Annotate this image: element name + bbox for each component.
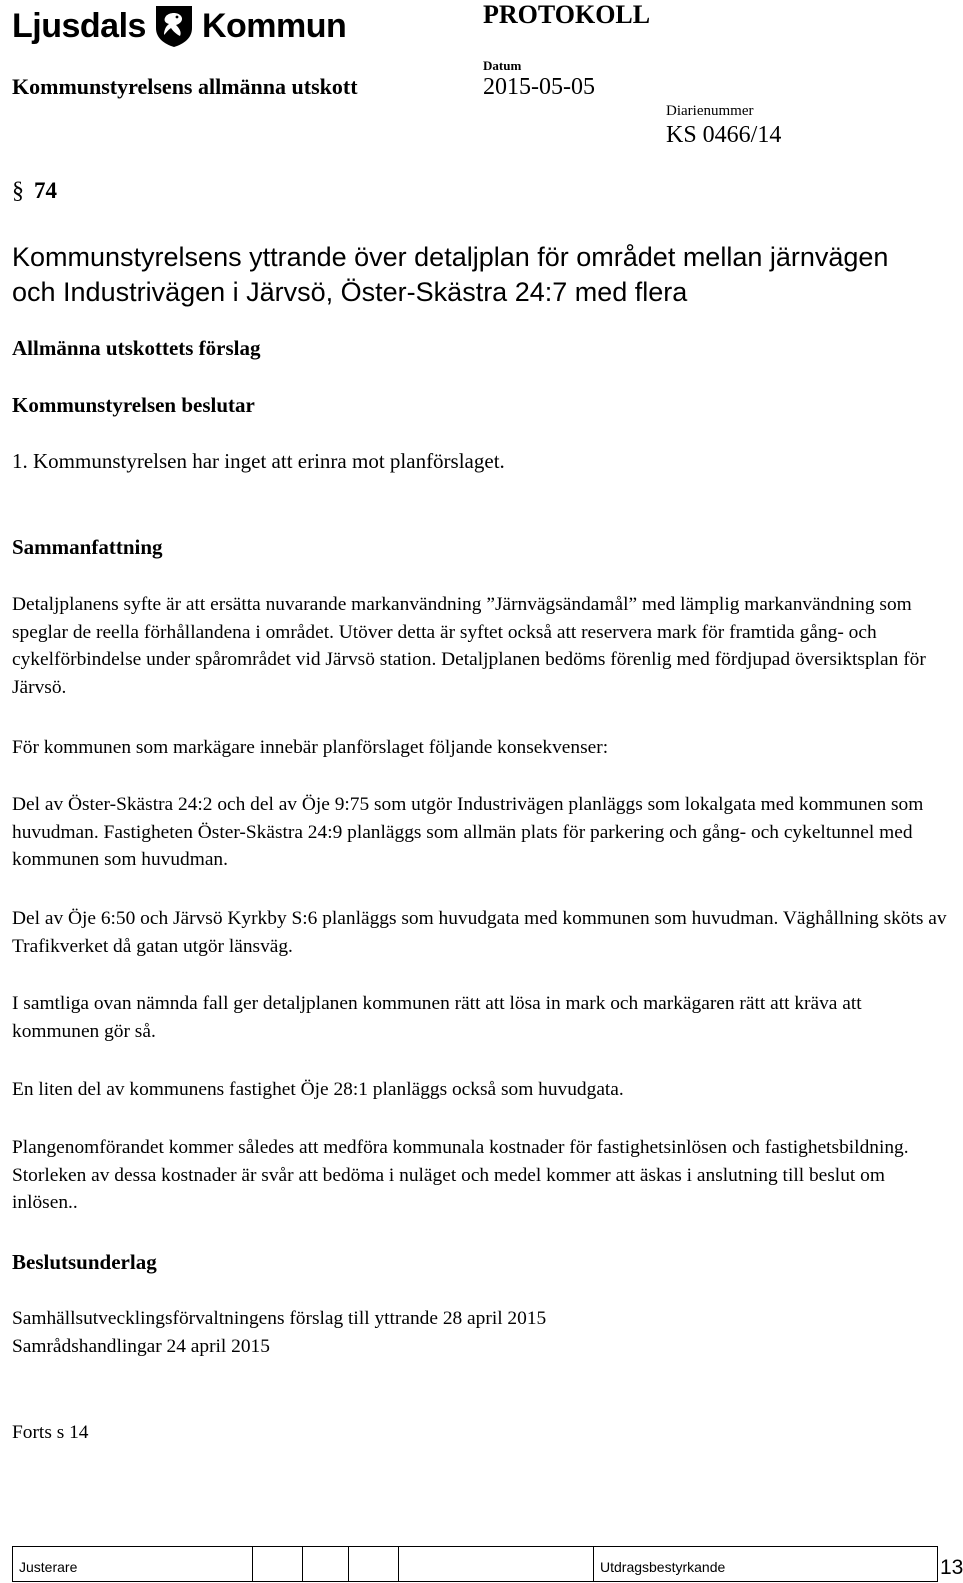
diary-number-value: KS 0466/14 <box>666 122 782 148</box>
section-sign: § <box>12 178 24 204</box>
summary-paragraph: En liten del av kommunens fastighet Öje 28:1 planläggs också som huvudgata. <box>12 1079 624 1100</box>
page-number: 13 <box>940 1556 963 1579</box>
decision-heading: Kommunstyrelsen beslutar <box>12 393 255 417</box>
logo-text-right: Kommun <box>201 6 347 45</box>
section-number <box>12 178 57 205</box>
summary-heading: Sammanfattning <box>12 535 163 559</box>
basis-item: Samrådshandlingar 24 april 2015 <box>12 1335 270 1357</box>
extract-certification-label: Utdragsbestyrkande <box>600 1559 726 1575</box>
date-label: Datum <box>483 58 522 73</box>
committee-name: Kommunstyrelsens allmänna utskott <box>12 74 358 99</box>
municipal-crest-icon <box>154 4 194 48</box>
signature-box <box>253 1547 303 1581</box>
summary-paragraph: För kommunen som markägare innebär planförslaget följande konsekvenser: <box>12 737 609 758</box>
basis-heading: Beslutsunderlag <box>12 1250 157 1274</box>
summary-paragraph: I samtliga ovan nämnda fall ger detaljplanen kommunen rätt att lösa in mark och markägaren rätt att kräva att kommunen gör så. <box>12 993 862 1042</box>
signature-box <box>349 1547 399 1581</box>
date-value: 2015-05-05 <box>483 74 595 100</box>
logo-text-left: Ljusdals <box>12 6 146 45</box>
section-number-value: 74 <box>34 178 57 203</box>
decision-item: 1. Kommunstyrelsen har inget att erinra mot planförslaget. <box>12 449 505 473</box>
justerare-label: Justerare <box>13 1547 253 1581</box>
summary-paragraph: Del av Öster-Skästra 24:2 och del av Öje 9:75 som utgör Industrivägen planläggs som lokalgata med kommunen som huvudman. Fastigheten Öster-Skästra 24:9 planläggs som allmän plats för parkering och gång- och cykeltunnel med kommunen som huvudman. <box>12 794 924 870</box>
summary-paragraph: Plangenomförandet kommer således att medföra kommunala kostnader för fastighetsinlösen och fastighetsbildning. Storleken av dessa kostnader är svår att bedöma i nuläget och medel kommer att äskas i anslutning till beslut om inlösen.. <box>12 1137 909 1213</box>
basis-list <box>12 1305 947 1360</box>
signature-box <box>303 1547 349 1581</box>
proposal-heading: Allmänna utskottets förslag <box>12 336 261 360</box>
diary-number-label: Diarienummer <box>666 103 754 119</box>
continued-note: Forts s 14 <box>12 1422 89 1443</box>
basis-item: Samhällsutvecklingsförvaltningens förslag till yttrande 28 april 2015 <box>12 1308 547 1329</box>
summary-paragraph: Del av Öje 6:50 och Järvsö Kyrkby S:6 planläggs som huvudgata med kommunen som huvudman. Väghållning sköts av Trafikverket då gatan utgör länsväg. <box>12 908 947 957</box>
page-title: Kommunstyrelsens yttrande över detaljplan för området mellan järnvägen och Industrivägen i Järvsö, Öster-Skästra 24:7 med flera <box>12 242 889 307</box>
footer-signature-table <box>12 1546 938 1582</box>
signature-box <box>399 1547 594 1581</box>
municipality-logo <box>12 2 346 50</box>
document-type: PROTOKOLL <box>483 0 651 29</box>
summary-paragraph: Detaljplanens syfte är att ersätta nuvarande markanvändning ”Järnvägsändamål” med lämplig markanvändning som speglar de reella förhållandena i området. Utöver detta är syftet också att reservera mark för framtida gång- och cykelförbindelse under spårområdet vid Järvsö station. Detaljplanen bedöms förenlig med fördjupad översiktsplan för Järvsö. <box>12 594 926 698</box>
